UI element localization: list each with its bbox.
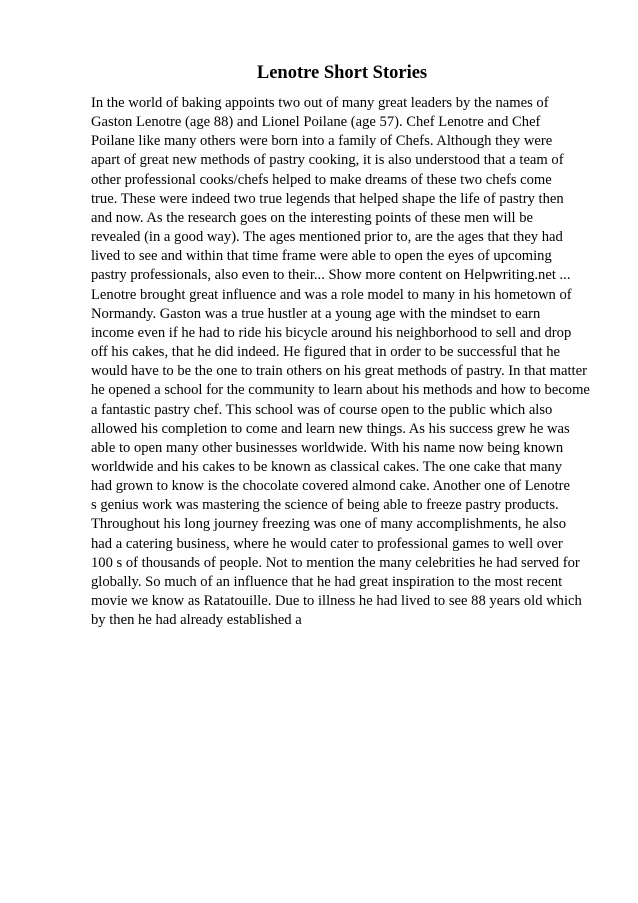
body-text-line: off his cakes, that he did indeed. He figured that in order to be successful that he	[91, 344, 561, 361]
body-text-line: Throughout his long journey freezing was one of many accomplishments, he also	[91, 516, 566, 533]
body-text-line: s genius work was mastering the science of being able to freeze pastry products.	[91, 497, 559, 514]
body-text-line: had a catering business, where he would cater to professional games to well over	[91, 535, 563, 552]
body-text-line: globally. So much of an influence that he had great inspiration to the most recent	[91, 573, 563, 590]
body-text-line: by then he had already established a	[91, 612, 302, 629]
body-text-line: lived to see and within that time frame were able to open the eyes of upcoming	[91, 248, 552, 265]
body-text-line: Lenotre brought great influence and was a role model to many in his hometown of	[91, 286, 572, 303]
body-text-line: movie we know as Ratatouille. Due to illness he had lived to see 88 years old which	[91, 593, 582, 610]
body-text-line: true. These were indeed two true legends that helped shape the life of pastry then	[91, 190, 564, 207]
document-title: Lenotre Short Stories	[256, 63, 428, 83]
body-text-line: he opened a school for the community to learn about his methods and how to become	[91, 382, 590, 399]
body-text-line: had grown to know is the chocolate covered almond cake. Another one of Lenotre	[91, 478, 570, 495]
body-text-line: In the world of baking appoints two out of many great leaders by the names of	[91, 95, 549, 111]
body-text-line: would have to be the one to train others on his great methods of pastry. In that matter	[91, 363, 587, 380]
body-text-line: a fantastic pastry chef. This school was of course open to the public which also	[91, 401, 553, 418]
body-text-line: Normandy. Gaston was a true hustler at a young age with the mindset to earn	[91, 305, 541, 322]
document-body	[91, 94, 611, 630]
body-text-line: worldwide and his cakes to be known as classical cakes. The one cake that many	[91, 458, 563, 475]
body-text-line: allowed his completion to come and learn new things. As his success grew he was	[91, 420, 570, 437]
body-text-line: and now. As the research goes on the interesting points of these men will be	[91, 209, 534, 226]
body-text-line: apart of great new methods of pastry cooking, it is also understood that a team of	[91, 152, 564, 169]
body-text-line: Poilane like many others were born into a family of Chefs. Although they were	[91, 133, 553, 150]
body-text-line: revealed (in a good way). The ages mentioned prior to, are the ages that they had	[91, 229, 563, 246]
body-text-line: pastry professionals, also even to their... Show more content on Helpwriting.net ...	[91, 267, 571, 284]
body-text-line: 100 s of thousands of people. Not to mention the many celebrities he had served for	[91, 554, 580, 571]
body-text-line: income even if he had to ride his bicycle around his neighborhood to sell and drop	[91, 324, 572, 341]
body-text-line: other professional cooks/chefs helped to make dreams of these two chefs come	[91, 171, 552, 188]
body-text-line: able to open many other businesses worldwide. With his name now being known	[91, 439, 564, 456]
body-text-line: Gaston Lenotre (age 88) and Lionel Poilane (age 57). Chef Lenotre and Chef	[91, 114, 541, 131]
